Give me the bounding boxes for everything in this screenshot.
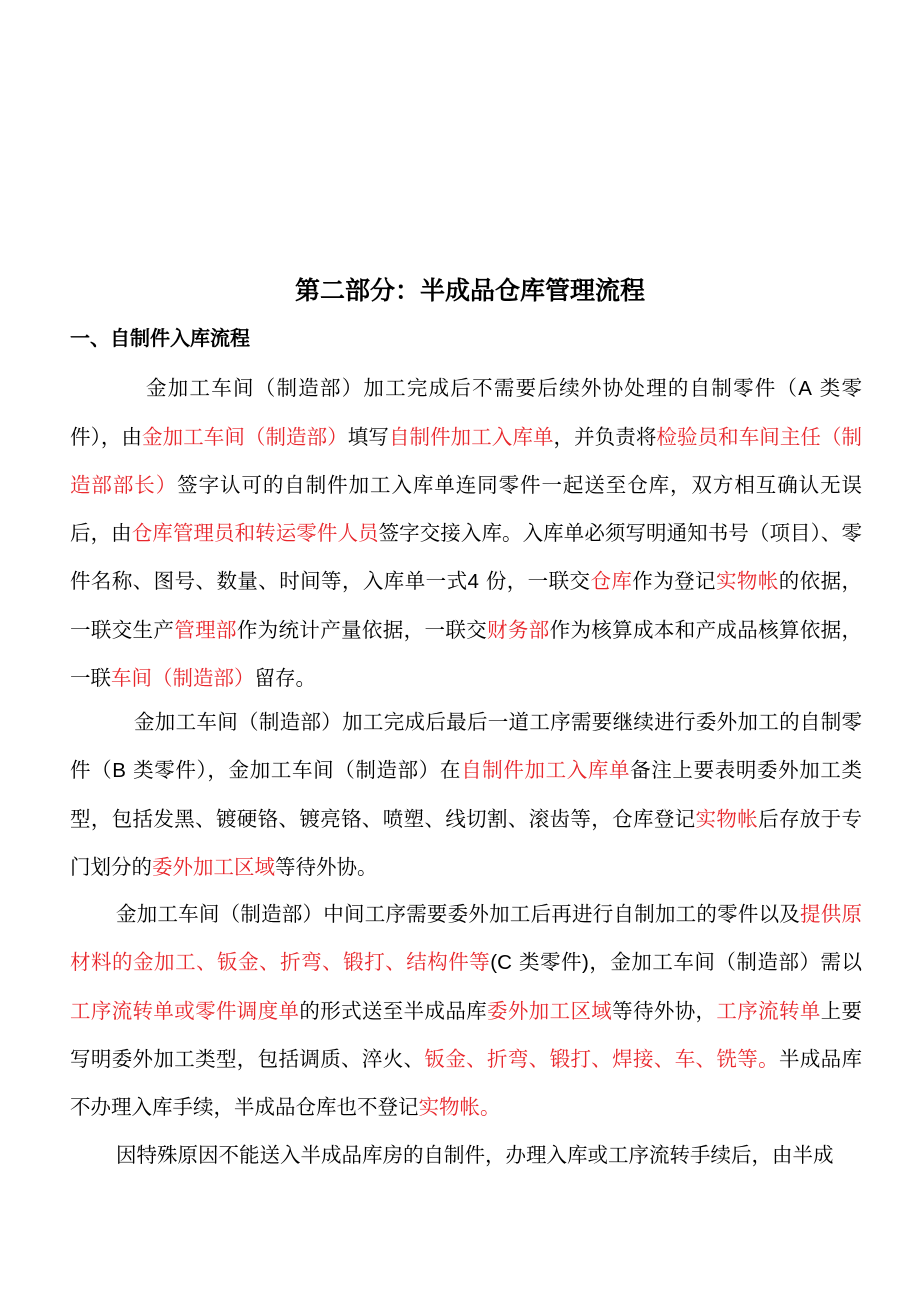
highlighted-text: 仓库管理员和转运零件人员 xyxy=(131,521,379,545)
text-run: 上要写明委外加工类型，包括调质、淬火、 xyxy=(70,999,863,1071)
text-run: 后存放于专门划分的 xyxy=(70,807,863,879)
highlighted-text: 实物帐 xyxy=(715,569,779,593)
text-run: ，金加工车间（制造部）需以 xyxy=(588,950,863,974)
text-run: 签字交接入库。入库单必须写明通知书号（项目）、零件名称、图号、数量、时间等，入库单一式 xyxy=(70,521,863,593)
highlighted-text: 金加工车间（制造部） xyxy=(142,425,348,449)
highlighted-text: 工序流转单 xyxy=(716,999,821,1023)
text-run: 作为登记 xyxy=(632,569,716,593)
text-run: ( xyxy=(490,951,498,974)
highlighted-text: 检验员和车间主任（制造部部长） xyxy=(70,425,863,497)
paragraph-1 xyxy=(70,364,862,702)
text-run: 作为核算成本和产成品核算依据，一联 xyxy=(70,618,863,690)
text-run: B xyxy=(112,759,126,782)
section-heading: 一、自制件入库流程 xyxy=(70,326,250,350)
highlighted-text: 管理部 xyxy=(174,618,237,642)
highlighted-text: 财务部 xyxy=(487,618,550,642)
text-run: 类零件 xyxy=(511,950,582,974)
highlighted-text: 车间（制造部） xyxy=(111,666,255,690)
text-run: 类零件），金加工车间（制造部）在 xyxy=(125,758,462,782)
text-run: 等待外协。 xyxy=(275,855,378,879)
text-run: 因特殊原因不能送入半成品库房的自制件，办理入库或工序流转手续后，由半成 xyxy=(116,1143,834,1167)
paragraph-3 xyxy=(70,890,862,1131)
highlighted-text: 提供原材料的金加工、钣金、折弯、锻打、结构件等 xyxy=(70,902,863,974)
text-run: 类零件），由 xyxy=(70,376,862,449)
highlighted-text: 委外加工区域 xyxy=(487,999,613,1023)
paragraph-4 xyxy=(70,1131,862,1179)
text-run: 签字认可的自制件加工入库单连同零件一起送至仓库，双方相互确认无误后，由 xyxy=(70,473,863,545)
highlighted-text: 自制件加工入库单 xyxy=(388,425,554,449)
paragraph-2 xyxy=(70,698,862,891)
highlighted-text: 自制件加工入库单 xyxy=(461,758,631,782)
text-run: A xyxy=(798,377,812,400)
text-run: 留存。 xyxy=(254,666,316,690)
text-run: 作为统计产量依据，一联交 xyxy=(236,618,488,642)
text-run: ) xyxy=(582,951,589,974)
highlighted-text: 仓库 xyxy=(590,569,633,593)
text-run: 金加工车间（制造部）加工完成后最后一道工序需要继续进行委外加工的自制零件（ xyxy=(70,710,862,782)
text-run: ，并负责将 xyxy=(553,425,657,449)
highlighted-text: 工序流转单或零件调度单 xyxy=(70,999,300,1023)
highlighted-text: 实物帐。 xyxy=(418,1095,501,1119)
highlighted-text: 委外加工区域 xyxy=(152,855,275,879)
text-run: 填写 xyxy=(347,425,389,449)
text-run: 半成品库不办理入库手续，半成品仓库也不登记 xyxy=(70,1047,863,1119)
text-run: 的依据，一联交生产 xyxy=(70,569,863,642)
highlighted-text: 实物帐 xyxy=(695,807,759,831)
text-run: 金加工车间（制造部）加工完成后不需要后续外协处理的自制零件（ xyxy=(146,376,799,400)
text-run: 份，一联交 xyxy=(478,569,591,593)
document-title: 第二部分：半成品仓库管理流程 xyxy=(294,276,645,305)
text-run: 的形式送至半成品库 xyxy=(299,999,488,1023)
text-run: 金加工车间（制造部）中间工序需要委外加工后再进行自制加工的零件以及 xyxy=(116,902,801,926)
text-run: 备注上要表明委外加工类型，包括发黑、镀硬铬、镀亮铬、喷塑、线切割、滚齿等，仓库登记 xyxy=(70,758,863,831)
highlighted-text: 钣金、折弯、锻打、焊接、车、铣等。 xyxy=(424,1047,779,1071)
text-run: 等待外协， xyxy=(612,999,717,1023)
text-run: 4 xyxy=(467,570,479,593)
text-run: C xyxy=(497,951,512,974)
